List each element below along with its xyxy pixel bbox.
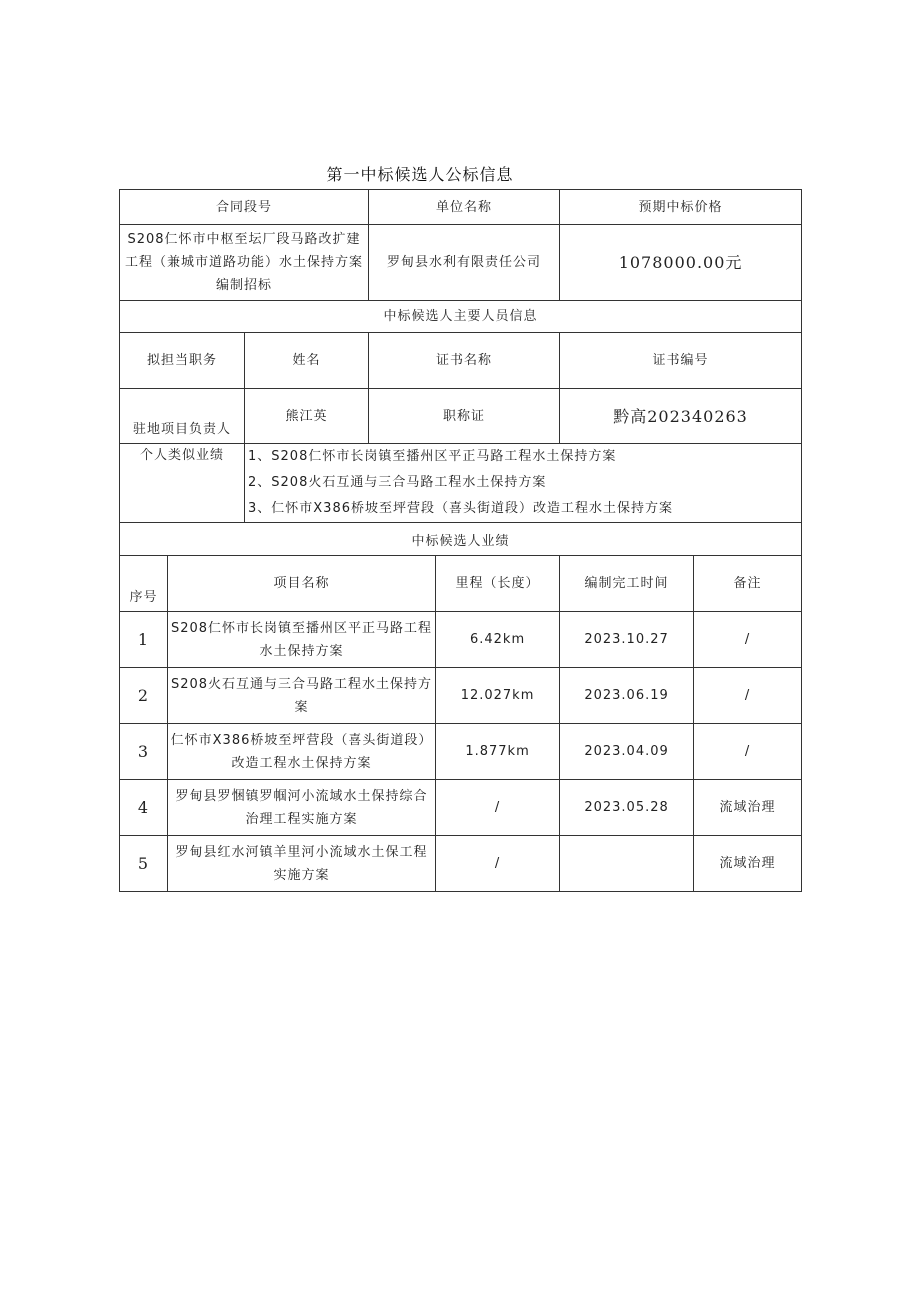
expected-price-value: 1078000.00元 xyxy=(560,225,802,301)
row-seq: 5 xyxy=(120,836,168,892)
row-length: / xyxy=(436,836,560,892)
header-expected-price: 预期中标价格 xyxy=(560,190,802,225)
table-row xyxy=(120,724,802,780)
row-project-name: S208火石互通与三合马路工程水土保持方案 xyxy=(168,668,436,724)
personnel-section-title: 中标候选人主要人员信息 xyxy=(120,301,802,333)
row-length: 6.42km xyxy=(436,612,560,668)
row-project-name: 罗甸县罗悃镇罗帼河小流域水土保持综合治理工程实施方案 xyxy=(168,780,436,836)
row-date: 2023.04.09 xyxy=(560,724,694,780)
row-project-name: S208仁怀市长岗镇至播州区平正马路工程水土保持方案 xyxy=(168,612,436,668)
company-name-value: 罗甸县水利有限责任公司 xyxy=(369,225,560,301)
experience-item: 3、仁怀市X386桥坡至坪营段（喜头街道段）改造工程水土保持方案 xyxy=(248,501,673,516)
experience-list xyxy=(245,444,802,523)
cert-name-value: 职称证 xyxy=(369,389,560,444)
header-cert-no: 证书编号 xyxy=(560,333,802,389)
row-length: 12.027km xyxy=(436,668,560,724)
page-title: 第一中标候选人公标信息 xyxy=(326,165,514,184)
table-row xyxy=(120,780,802,836)
row-note: / xyxy=(694,668,802,724)
row-date: 2023.05.28 xyxy=(560,780,694,836)
role-value: 驻地项目负责人 xyxy=(120,389,245,444)
header-note: 备注 xyxy=(694,556,802,612)
header-contract-section: 合同段号 xyxy=(120,190,369,225)
person-name-value: 熊江英 xyxy=(245,389,369,444)
header-seq: 序号 xyxy=(120,556,168,612)
experience-item: 2、S208火石互通与三合马路工程水土保持方案 xyxy=(248,475,547,490)
cert-no-value: 黔高202340263 xyxy=(560,389,802,444)
header-project-name: 项目名称 xyxy=(168,556,436,612)
row-note: 流域治理 xyxy=(694,836,802,892)
header-completion-date: 编制完工时间 xyxy=(560,556,694,612)
row-date xyxy=(560,836,694,892)
row-note: / xyxy=(694,724,802,780)
experience-label: 个人类似业绩 xyxy=(120,444,245,523)
row-length: / xyxy=(436,780,560,836)
row-length: 1.877km xyxy=(436,724,560,780)
table-row xyxy=(120,836,802,892)
row-seq: 4 xyxy=(120,780,168,836)
table-row xyxy=(120,612,802,668)
experience-item: 1、S208仁怀市长岗镇至播州区平正马路工程水土保持方案 xyxy=(248,449,617,464)
row-seq: 3 xyxy=(120,724,168,780)
row-project-name: 罗甸县红水河镇羊里河小流域水土保工程实施方案 xyxy=(168,836,436,892)
row-project-name: 仁怀市X386桥坡至坪营段（喜头街道段）改造工程水土保持方案 xyxy=(168,724,436,780)
row-note: / xyxy=(694,612,802,668)
header-company-name: 单位名称 xyxy=(369,190,560,225)
row-seq: 1 xyxy=(120,612,168,668)
header-name: 姓名 xyxy=(245,333,369,389)
contract-section-value: S208仁怀市中枢至坛厂段马路改扩建工程（兼城市道路功能）水土保持方案编制招标 xyxy=(120,225,369,301)
row-seq: 2 xyxy=(120,668,168,724)
table-row xyxy=(120,668,802,724)
header-role: 拟担当职务 xyxy=(120,333,245,389)
performance-section-title: 中标候选人业绩 xyxy=(120,523,802,556)
header-cert-name: 证书名称 xyxy=(369,333,560,389)
row-note: 流域治理 xyxy=(694,780,802,836)
row-date: 2023.10.27 xyxy=(560,612,694,668)
row-date: 2023.06.19 xyxy=(560,668,694,724)
header-length: 里程（长度） xyxy=(436,556,560,612)
bid-info-table xyxy=(119,189,802,892)
